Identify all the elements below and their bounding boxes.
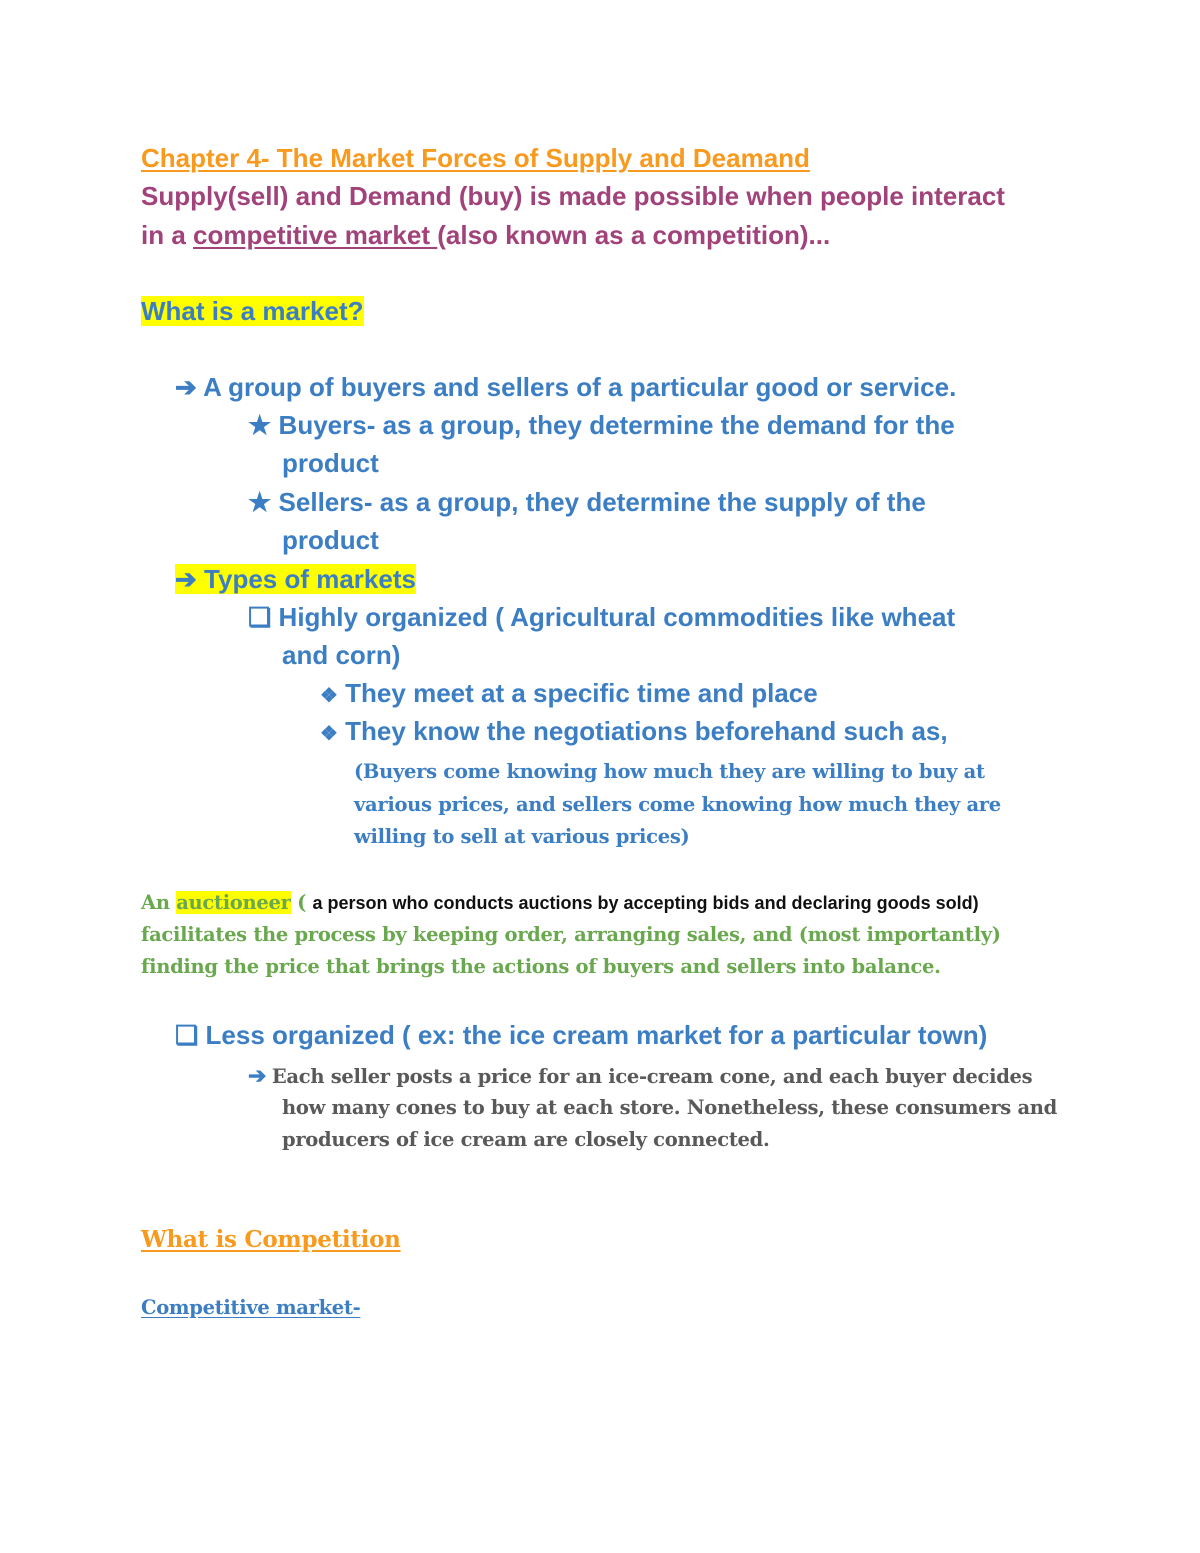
auctioneer-line-2: facilitates the process by keeping order, arranging sales, and (most importantly) xyxy=(141,923,1001,946)
market-definition: A group of buyers and sellers of a particular good or service. xyxy=(203,372,957,402)
chapter-title: Chapter 4- The Market Forces of Supply and Deamand xyxy=(141,143,810,173)
know-item xyxy=(320,716,948,747)
less-organized-heading: Less organized ( ex: the ice cream market for a particular town) xyxy=(205,1020,988,1050)
diamond-bullet-icon: ❖ xyxy=(320,685,338,707)
sellers-item xyxy=(248,487,926,518)
arrow-bullet-icon: ➔ xyxy=(175,564,197,594)
market-definition-item xyxy=(175,372,956,403)
diamond-bullet-icon: ❖ xyxy=(320,723,338,745)
less-organized-line-2: how many cones to buy at each store. Nonetheless, these consumers and xyxy=(282,1096,1058,1119)
less-organized-item xyxy=(175,1020,987,1051)
auctioneer-term: auctioneer xyxy=(176,891,291,914)
example-line-1: (Buyers come knowing how much they are willing to buy at xyxy=(354,760,985,783)
star-bullet-icon: ★ xyxy=(248,487,272,517)
intro-line-1: Supply(sell) and Demand (buy) is made possible when people interact xyxy=(141,181,1005,211)
sellers-text-continued: product xyxy=(282,525,379,555)
buyers-text-continued: product xyxy=(282,448,379,478)
example-line-2: various prices, and sellers come knowing how much they are xyxy=(354,793,1001,816)
auctioneer-definition: a person who conducts auctions by accepting bids and declaring goods sold) xyxy=(312,893,979,913)
auctioneer-line-1 xyxy=(141,891,979,915)
intro-prefix: in a xyxy=(141,220,194,250)
arrow-bullet-icon: ➔ xyxy=(175,372,197,402)
competitive-market-heading: Competitive market- xyxy=(141,1296,361,1319)
arrow-bullet-icon: ➔ xyxy=(248,1063,267,1088)
know-text: They know the negotiations beforehand such as, xyxy=(345,716,948,746)
competitive-market-link[interactable]: competitive market xyxy=(193,220,438,250)
types-of-markets-item xyxy=(175,564,416,595)
competition-heading: What is Competition xyxy=(141,1226,401,1253)
auctioneer-line-3: finding the price that brings the actions of buyers and sellers into balance. xyxy=(141,955,941,978)
meet-item xyxy=(320,678,818,709)
checkbox-bullet-icon: ❏ xyxy=(175,1020,199,1050)
highly-organized-text: Highly organized ( Agricultural commodities like wheat xyxy=(278,602,956,632)
example-line-3: willing to sell at various prices) xyxy=(354,825,690,848)
market-heading-text: What is a market? xyxy=(141,296,364,326)
auctioneer-paren: ( xyxy=(290,891,313,914)
types-of-markets-heading: Types of markets xyxy=(204,564,416,594)
less-organized-line-3: producers of ice cream are closely connected. xyxy=(282,1128,770,1151)
buyers-item xyxy=(248,410,955,441)
types-highlight xyxy=(175,564,416,594)
sellers-text: Sellers- as a group, they determine the supply of the xyxy=(278,487,926,517)
star-bullet-icon: ★ xyxy=(248,410,272,440)
highly-organized-continued: and corn) xyxy=(282,640,401,670)
meet-text: They meet at a specific time and place xyxy=(345,678,818,708)
buyers-text: Buyers- as a group, they determine the demand for the xyxy=(278,410,955,440)
intro-line-2 xyxy=(141,220,830,251)
intro-suffix: (also known as a competition)... xyxy=(437,220,831,250)
market-heading xyxy=(141,296,364,327)
less-organized-line-1: Each seller posts a price for an ice-cream cone, and each buyer decides xyxy=(271,1065,1033,1088)
auctioneer-prefix: An xyxy=(141,891,177,914)
checkbox-bullet-icon: ❏ xyxy=(248,602,272,632)
less-organized-detail xyxy=(248,1063,1032,1089)
highly-organized-item xyxy=(248,602,955,633)
